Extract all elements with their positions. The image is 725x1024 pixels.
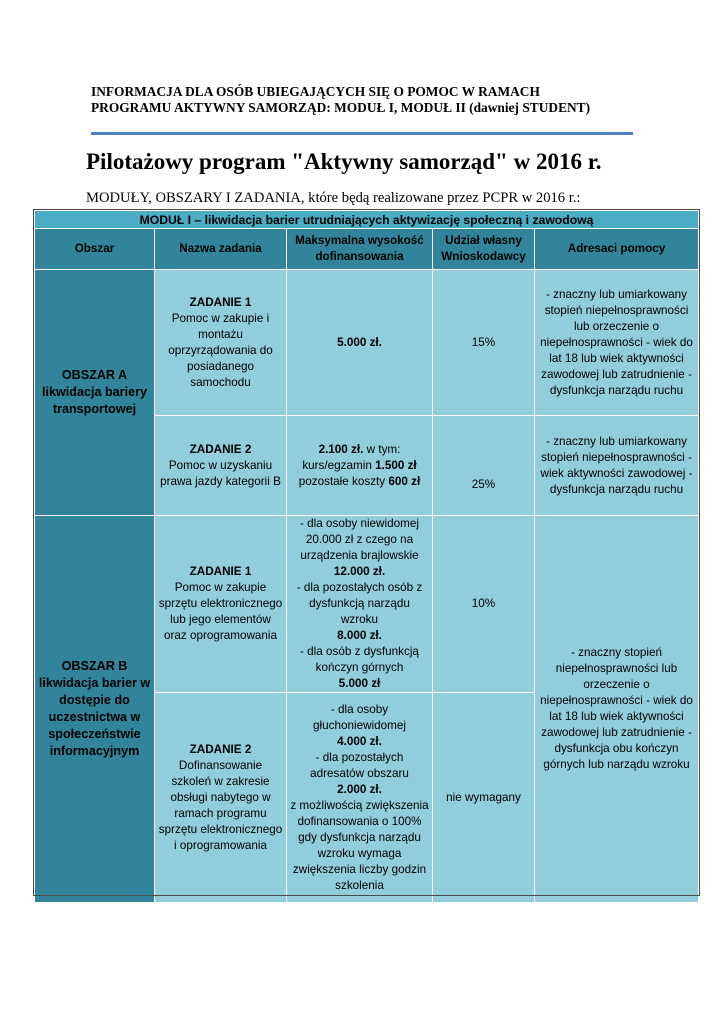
funding-line: [290, 474, 429, 490]
table-row: [35, 516, 699, 693]
header-area: Obszar: [35, 229, 155, 270]
header-max-funding: Maksymalna wysokość dofinansowania: [287, 229, 433, 270]
task-cell: [155, 416, 287, 516]
header-own-share: Udział własny Wnioskodawcy: [433, 229, 535, 270]
funding-amount: 2.000 zł.: [337, 782, 382, 796]
recipients-cell: - znaczny lub umiarkowany stopień niepełnosprawności lub orzeczenie o niepełnosprawności - wiek do lat 18 lub wiek aktywności zawodowej lub zatrudnienie - dysfunkcja narządu ruchu: [535, 270, 699, 416]
header-task: Nazwa zadania: [155, 229, 287, 270]
funding-text: - dla osoby niewidomej 20.000 zł z czego na urządzenia brajlowskie: [300, 517, 419, 562]
share-cell: nie wymagany: [433, 693, 535, 903]
task-title: ZADANIE 1: [189, 295, 252, 309]
task-cell: [155, 270, 287, 416]
share-cell: 25%: [433, 416, 535, 516]
table-row: [35, 270, 699, 416]
funding-label: kurs/egzamin: [302, 458, 376, 472]
funding-cell: [287, 516, 433, 693]
funding-text: - dla pozostałych adresatów obszaru: [310, 750, 409, 780]
task-cell: [155, 693, 287, 903]
funding-cell: [287, 693, 433, 903]
funding-amount: 2.100 zł.: [318, 442, 364, 456]
funding-amount: 5.000 zł: [338, 677, 381, 690]
funding-line: [290, 458, 429, 474]
area-a-name: OBSZAR A likwidacja bariery transportowej: [35, 270, 155, 516]
funding-label: pozostałe koszty: [298, 474, 389, 488]
document-header: [91, 84, 691, 116]
funding-amount: 12.000 zł.: [333, 565, 386, 578]
task-description: Pomoc w uzyskaniu prawa jazdy kategorii B: [160, 458, 281, 488]
module-title: MODUŁ I – likwidacja barier utrudniających aktywizację społeczną i zawodową: [35, 211, 699, 229]
task-description: Pomoc w zakupie sprzętu elektronicznego lub jego elementów oraz oprogramowania: [158, 581, 283, 642]
recipients-cell: - znaczny stopień niepełnosprawności lub orzeczenie o niepełnosprawności - wiek do lat 18 lub wiek aktywności zawodowej lub zatrudnienie - dysfunkcja obu kończyn górnych lub narządu wzroku: [535, 516, 699, 903]
task-description: Pomoc w zakupie i montażu oprzyrządowania do posiadanego samochodu: [168, 311, 273, 389]
task-title: ZADANIE 2: [189, 742, 252, 756]
share-cell: 15%: [433, 270, 535, 416]
recipients-cell: - znaczny lub umiarkowany stopień niepełnosprawności - wiek aktywności zawodowej - dysfunkcja narządu ruchu: [535, 416, 699, 516]
funding-cell: [287, 416, 433, 516]
share-cell: 10%: [433, 516, 535, 693]
task-title: ZADANIE 1: [189, 565, 252, 578]
page-title: Pilotażowy program "Aktywny samorząd" w 2016 r.: [86, 149, 602, 174]
funding-tym: w tym:: [363, 442, 401, 456]
task-description: Dofinansowanie szkoleń w zakresie obsługi nabytego w ramach programu sprzętu elektronicznego i oprogramowania: [158, 758, 283, 852]
funding-line: [290, 442, 429, 458]
funding-amount: 4.000 zł.: [337, 734, 382, 748]
task-title: ZADANIE 2: [189, 442, 252, 456]
header-divider: [91, 132, 633, 135]
header-recipients: Adresaci pomocy: [535, 229, 699, 270]
funding-amount: 1.500 zł: [375, 458, 417, 472]
funding-text: z możliwością zwiększenia dofinansowania o 100% gdy dysfunkcja narządu wzroku wymaga zwiększenia liczby godzin szkolenia: [290, 798, 429, 892]
task-cell: [155, 516, 287, 693]
funding-text: - dla pozostałych osób z dysfunkcją narządu wzroku: [296, 581, 423, 626]
funding-text: - dla osób z dysfunkcją kończyn górnych: [300, 645, 419, 674]
module-title-row: [35, 211, 699, 229]
funding-cell: 5.000 zł.: [287, 270, 433, 416]
funding-amount: 8.000 zł.: [337, 629, 382, 642]
header-line-1: INFORMACJA DLA OSÓB UBIEGAJĄCYCH SIĘ O POMOC W RAMACH: [91, 84, 540, 99]
funding-amount: 600 zł: [388, 474, 421, 488]
header-line-2: PROGRAMU AKTYWNY SAMORZĄD: MODUŁ I, MODUŁ II (dawniej STUDENT): [91, 100, 591, 115]
program-table: [34, 210, 699, 903]
page-subtitle: MODUŁY, OBSZARY I ZADANIA, które będą realizowane przez PCPR w 2016 r.:: [86, 190, 581, 206]
table-header-row: [35, 229, 699, 270]
funding-text: - dla osoby głuchoniewidomej: [313, 702, 406, 732]
area-b-name: OBSZAR B likwidacja barier w dostępie do uczestnictwa w społeczeństwie informacyjnym: [35, 516, 155, 903]
